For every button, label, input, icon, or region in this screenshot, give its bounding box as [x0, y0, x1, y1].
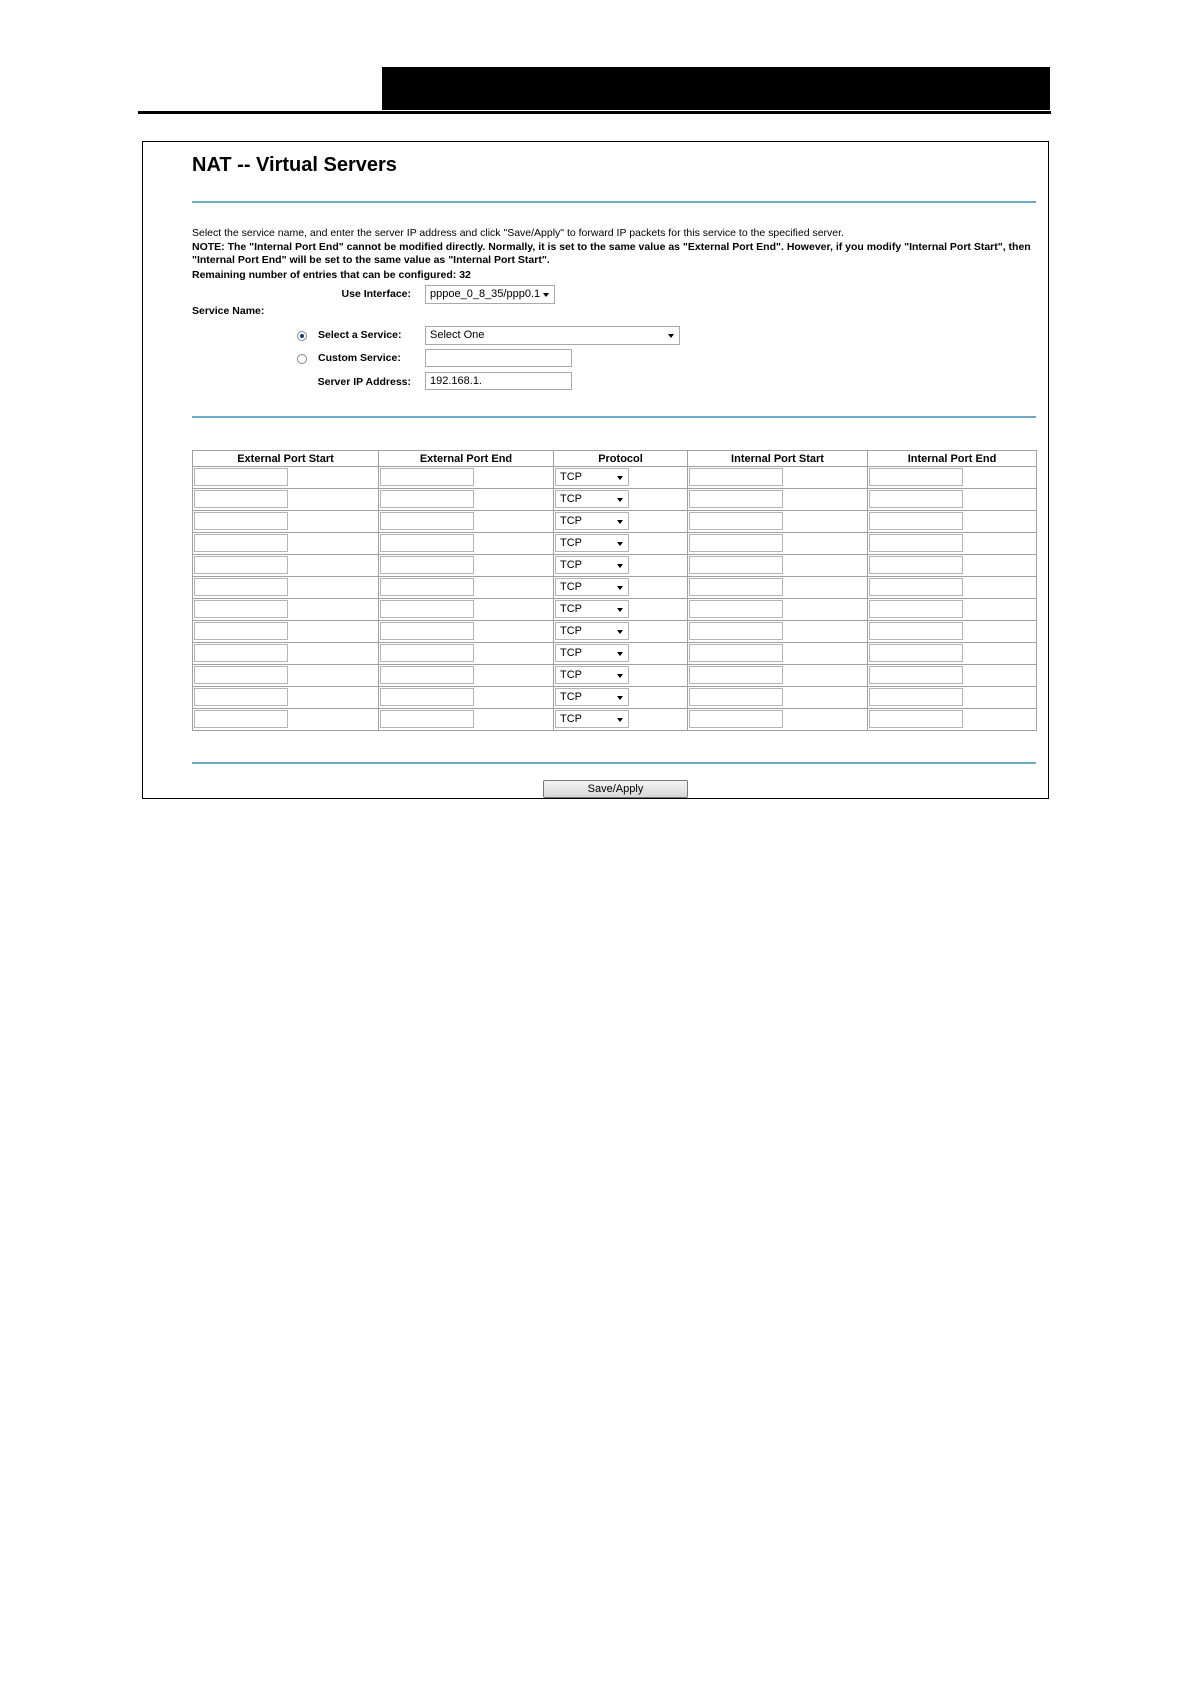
- table-row: [193, 665, 1037, 687]
- table-cell: [554, 599, 688, 621]
- table-cell: [193, 643, 379, 665]
- internal-port-start-input[interactable]: [689, 688, 783, 706]
- protocol-select[interactable]: [555, 490, 629, 508]
- table-cell: [379, 621, 554, 643]
- table-cell: [554, 687, 688, 709]
- protocol-select[interactable]: [555, 578, 629, 596]
- table-row: [193, 643, 1037, 665]
- internal-port-start-input[interactable]: [689, 710, 783, 728]
- external-port-start-input[interactable]: [194, 512, 288, 530]
- protocol-select[interactable]: [555, 512, 629, 530]
- table-cell: [868, 643, 1037, 665]
- external-port-end-input[interactable]: [380, 578, 474, 596]
- table-cell: [868, 533, 1037, 555]
- table-cell: [554, 577, 688, 599]
- table-cell: [688, 555, 868, 577]
- chevron-down-icon: [617, 476, 623, 480]
- select-service-radio[interactable]: [297, 331, 307, 341]
- external-port-start-input[interactable]: [194, 666, 288, 684]
- protocol-value: TCP: [560, 669, 582, 681]
- external-port-start-input[interactable]: [194, 688, 288, 706]
- external-port-start-input[interactable]: [194, 622, 288, 640]
- table-cell: [688, 687, 868, 709]
- table-body: [193, 467, 1037, 731]
- table-cell: [379, 687, 554, 709]
- save-apply-button[interactable]: Save/Apply: [543, 780, 688, 798]
- internal-port-start-input[interactable]: [689, 666, 783, 684]
- external-port-start-input[interactable]: [194, 468, 288, 486]
- protocol-value: TCP: [560, 471, 582, 483]
- external-port-start-input[interactable]: [194, 578, 288, 596]
- header-internal-port-end: Internal Port End: [868, 451, 1037, 467]
- chevron-down-icon: [617, 696, 623, 700]
- table-cell: [193, 489, 379, 511]
- table-header-row: [193, 451, 1037, 467]
- table-row: [193, 687, 1037, 709]
- protocol-select[interactable]: [555, 534, 629, 552]
- router-config-panel: [142, 141, 1049, 799]
- protocol-value: TCP: [560, 691, 582, 703]
- chevron-down-icon: [617, 608, 623, 612]
- table-row: [193, 599, 1037, 621]
- protocol-value: TCP: [560, 713, 582, 725]
- custom-service-radio[interactable]: [297, 354, 307, 364]
- table-cell: [688, 489, 868, 511]
- chevron-down-icon: [617, 586, 623, 590]
- table-cell: [688, 621, 868, 643]
- table-cell: [193, 577, 379, 599]
- protocol-select[interactable]: [555, 688, 629, 706]
- protocol-value: TCP: [560, 603, 582, 615]
- chevron-down-icon: [617, 542, 623, 546]
- header-protocol: Protocol: [554, 451, 688, 467]
- table-cell: [379, 511, 554, 533]
- port-forwarding-table: [192, 450, 1037, 731]
- table-cell: [193, 467, 379, 489]
- table-row: [193, 489, 1037, 511]
- table-cell: [688, 467, 868, 489]
- internal-port-start-input[interactable]: [689, 512, 783, 530]
- table-row: [193, 555, 1037, 577]
- chevron-down-icon: [617, 652, 623, 656]
- internal-port-start-input[interactable]: [689, 534, 783, 552]
- external-port-end-input[interactable]: [380, 468, 474, 486]
- external-port-end-input[interactable]: [380, 556, 474, 574]
- table-cell: [868, 489, 1037, 511]
- internal-port-end-input[interactable]: [869, 622, 963, 640]
- protocol-value: TCP: [560, 647, 582, 659]
- table-cell: [379, 599, 554, 621]
- table-cell: [688, 533, 868, 555]
- table-cell: [193, 709, 379, 731]
- protocol-select[interactable]: [555, 666, 629, 684]
- chevron-down-icon: [543, 293, 549, 297]
- table-cell: [868, 621, 1037, 643]
- table-cell: [554, 467, 688, 489]
- note-text-line2: "Internal Port End" will be set to the same value as "Internal Port Start".: [192, 254, 550, 266]
- internal-port-end-input[interactable]: [869, 578, 963, 596]
- document-header-rule: [138, 111, 1051, 114]
- external-port-end-input[interactable]: [380, 534, 474, 552]
- protocol-select[interactable]: [555, 556, 629, 574]
- protocol-value: TCP: [560, 625, 582, 637]
- external-port-start-input[interactable]: [194, 710, 288, 728]
- header-internal-port-start: Internal Port Start: [688, 451, 868, 467]
- select-service-dropdown[interactable]: [425, 326, 680, 345]
- table-cell: [379, 533, 554, 555]
- select-service-value: Select One: [430, 329, 485, 341]
- table-cell: [688, 599, 868, 621]
- table-row: [193, 533, 1037, 555]
- table-cell: [554, 489, 688, 511]
- use-interface-select[interactable]: [425, 285, 555, 304]
- remaining-entries-text: Remaining number of entries that can be configured: 32: [192, 269, 471, 281]
- external-port-end-input[interactable]: [380, 490, 474, 508]
- table-cell: [688, 511, 868, 533]
- server-ip-label: Server IP Address:: [317, 376, 411, 388]
- protocol-select[interactable]: [555, 468, 629, 486]
- external-port-end-input[interactable]: [380, 600, 474, 618]
- table-cell: [554, 511, 688, 533]
- external-port-end-input[interactable]: [380, 644, 474, 662]
- table-cell: [193, 665, 379, 687]
- table-cell: [868, 467, 1037, 489]
- table-cell: [193, 555, 379, 577]
- table-row: [193, 621, 1037, 643]
- use-interface-value: pppoe_0_8_35/ppp0.1: [430, 288, 541, 300]
- external-port-end-input[interactable]: [380, 666, 474, 684]
- external-port-start-input[interactable]: [194, 534, 288, 552]
- document-header-bar: [382, 67, 1050, 110]
- internal-port-end-input[interactable]: [869, 534, 963, 552]
- table-cell: [193, 533, 379, 555]
- internal-port-end-input[interactable]: [869, 512, 963, 530]
- page-title: NAT -- Virtual Servers: [192, 154, 397, 176]
- table-cell: [688, 665, 868, 687]
- table-cell: [868, 577, 1037, 599]
- chevron-down-icon: [617, 718, 623, 722]
- chevron-down-icon: [617, 674, 623, 678]
- note-text-line1: NOTE: The "Internal Port End" cannot be modified directly. Normally, it is set to the same value as "External Port End". However, if you modify "Internal Port Start", then: [192, 241, 1031, 253]
- chevron-down-icon: [617, 520, 623, 524]
- table-cell: [688, 643, 868, 665]
- table-cell: [379, 555, 554, 577]
- internal-port-start-input[interactable]: [689, 600, 783, 618]
- table-row: [193, 709, 1037, 731]
- external-port-start-input[interactable]: [194, 644, 288, 662]
- protocol-value: TCP: [560, 537, 582, 549]
- table-cell: [688, 577, 868, 599]
- table-cell: [193, 511, 379, 533]
- description-text: Select the service name, and enter the server IP address and click "Save/Apply" to forward IP packets for this service to the specified server.: [192, 227, 844, 239]
- table-row: [193, 577, 1037, 599]
- table-cell: [193, 687, 379, 709]
- custom-service-label: Custom Service:: [318, 352, 401, 364]
- chevron-down-icon: [668, 334, 674, 338]
- internal-port-end-input[interactable]: [869, 644, 963, 662]
- table-cell: [868, 511, 1037, 533]
- use-interface-label: Use Interface:: [341, 288, 411, 300]
- table-cell: [554, 533, 688, 555]
- external-port-start-input[interactable]: [194, 490, 288, 508]
- table-cell: [554, 643, 688, 665]
- table-cell: [379, 489, 554, 511]
- internal-port-start-input[interactable]: [689, 556, 783, 574]
- protocol-select[interactable]: [555, 644, 629, 662]
- service-name-label: Service Name:: [192, 305, 265, 317]
- table-cell: [868, 599, 1037, 621]
- external-port-end-input[interactable]: [380, 710, 474, 728]
- internal-port-start-input[interactable]: [689, 468, 783, 486]
- select-service-label: Select a Service:: [318, 329, 402, 341]
- header-external-port-start: External Port Start: [193, 451, 379, 467]
- external-port-end-input[interactable]: [380, 622, 474, 640]
- internal-port-start-input[interactable]: [689, 490, 783, 508]
- external-port-start-input[interactable]: [194, 556, 288, 574]
- divider: [192, 762, 1036, 764]
- internal-port-end-input[interactable]: [869, 600, 963, 618]
- internal-port-end-input[interactable]: [869, 710, 963, 728]
- chevron-down-icon: [617, 498, 623, 502]
- table-cell: [379, 665, 554, 687]
- protocol-select[interactable]: [555, 622, 629, 640]
- table-cell: [554, 709, 688, 731]
- protocol-value: TCP: [560, 559, 582, 571]
- internal-port-start-input[interactable]: [689, 622, 783, 640]
- divider: [192, 201, 1036, 203]
- protocol-select[interactable]: [555, 710, 629, 728]
- header-external-port-end: External Port End: [379, 451, 554, 467]
- protocol-value: TCP: [560, 581, 582, 593]
- table-cell: [193, 621, 379, 643]
- table-cell: [868, 687, 1037, 709]
- external-port-end-input[interactable]: [380, 512, 474, 530]
- protocol-value: TCP: [560, 493, 582, 505]
- table-row: [193, 467, 1037, 489]
- chevron-down-icon: [617, 630, 623, 634]
- table-cell: [379, 709, 554, 731]
- internal-port-end-input[interactable]: [869, 490, 963, 508]
- protocol-select[interactable]: [555, 600, 629, 618]
- table-cell: [379, 467, 554, 489]
- server-ip-input[interactable]: 192.168.1.: [425, 372, 572, 390]
- internal-port-end-input[interactable]: [869, 556, 963, 574]
- protocol-value: TCP: [560, 515, 582, 527]
- table-cell: [554, 665, 688, 687]
- table-cell: [379, 577, 554, 599]
- table-cell: [868, 709, 1037, 731]
- internal-port-end-input[interactable]: [869, 688, 963, 706]
- internal-port-end-input[interactable]: [869, 468, 963, 486]
- chevron-down-icon: [617, 564, 623, 568]
- internal-port-end-input[interactable]: [869, 666, 963, 684]
- custom-service-input[interactable]: [425, 349, 572, 367]
- table-cell: [688, 709, 868, 731]
- table-cell: [193, 599, 379, 621]
- external-port-start-input[interactable]: [194, 600, 288, 618]
- table-cell: [868, 555, 1037, 577]
- external-port-end-input[interactable]: [380, 688, 474, 706]
- table-cell: [554, 555, 688, 577]
- table-cell: [554, 621, 688, 643]
- table-cell: [868, 665, 1037, 687]
- internal-port-start-input[interactable]: [689, 578, 783, 596]
- table-row: [193, 511, 1037, 533]
- divider: [192, 416, 1036, 418]
- table-cell: [379, 643, 554, 665]
- internal-port-start-input[interactable]: [689, 644, 783, 662]
